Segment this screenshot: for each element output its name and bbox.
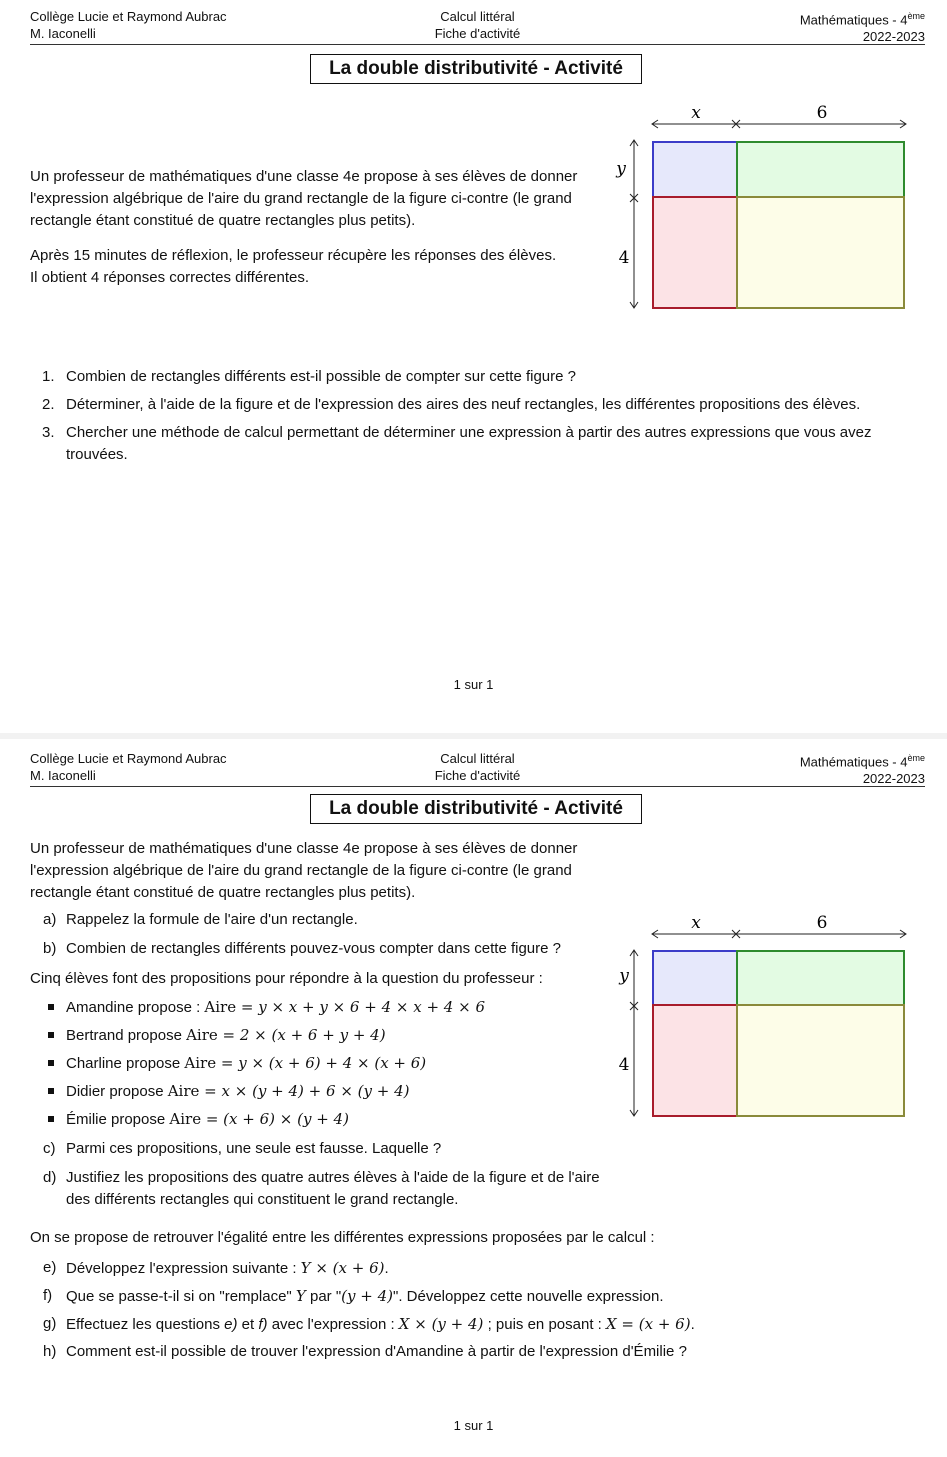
- subject: Mathématiques - 4ème: [799, 753, 925, 770]
- sheet-separator: [0, 733, 947, 739]
- chapter-name: Calcul littéral: [440, 751, 515, 766]
- proposal-didier: Didier propose Aire = x × (y + 4) + 6 × (y + 4): [30, 1077, 600, 1105]
- label-x: x: [691, 103, 701, 123]
- label-y: y: [616, 159, 626, 179]
- rectangle-figure: [606, 906, 916, 1126]
- teacher-name: M. Iaconelli: [30, 768, 96, 783]
- label-6: 6: [816, 103, 828, 123]
- question-d: d) Justifiez les propositions des quatre autres élèves à l'aide de la figure et de l'aire des différents rectangles qui constituent le grand rectangle.: [43, 1169, 600, 1208]
- label-4: 4: [618, 248, 630, 268]
- question-g: g) Effectuez les questions e) et f) avec l'expression : X × (y + 4) ; puis en posant : X = (x + 6).: [43, 1315, 695, 1333]
- question-3: 3. Chercher une méthode de calcul permettant de déterminer une expression à partir des autres expressions que vous avez trouvées.: [42, 424, 872, 463]
- questions-ab: [30, 909, 600, 960]
- school-year: 2022-2023: [862, 771, 925, 787]
- questions-cd: [30, 1138, 610, 1211]
- reflection-text: [30, 245, 600, 289]
- page-footer: 1 sur 1: [453, 677, 494, 692]
- rect-red: [653, 1005, 737, 1116]
- header-right: [800, 750, 925, 787]
- school-year: 2022-2023: [862, 29, 925, 45]
- reflection-line-2: Il obtient 4 réponses correctes différentes.: [30, 269, 310, 286]
- label-x: x: [691, 913, 701, 933]
- question-list: [30, 366, 925, 472]
- header-center: [30, 750, 925, 784]
- question-h: h) Comment est-il possible de trouver l'expression d'Amandine à partir de l'expression d'Émilie ?: [43, 1343, 687, 1360]
- school-name: Collège Lucie et Raymond Aubrac: [30, 751, 227, 766]
- question-1: 1. Combien de rectangles différents est-il possible de compter sur cette figure ?: [42, 368, 576, 385]
- rect-green: [737, 142, 904, 197]
- page-header: [30, 750, 925, 787]
- question-a: a) Rappelez la formule de l'aire d'un rectangle.: [43, 911, 358, 928]
- rect-green: [737, 951, 904, 1005]
- proposal-bertrand: Bertrand propose Aire = 2 × (x + 6 + y + 4): [30, 1021, 600, 1049]
- question-f: f) Que se passe-t-il si on "remplace" Y par "(y + 4)". Développez cette nouvelle expression.: [43, 1287, 664, 1305]
- rect-yellow: [737, 197, 904, 308]
- reflection-line-1: Après 15 minutes de réflexion, le professeur récupère les réponses des élèves.: [30, 247, 557, 264]
- page-title: La double distributivité - Activité: [310, 54, 642, 84]
- question-c: c) Parmi ces propositions, une seule est fausse. Laquelle ?: [43, 1140, 442, 1157]
- header-right: [800, 8, 925, 45]
- calc-intro: On se propose de retrouver l'égalité entre les différentes expressions proposées par le calcul :: [30, 1229, 655, 1246]
- rect-blue: [653, 142, 737, 197]
- chapter-name: Calcul littéral: [440, 9, 515, 24]
- proposals-list: [30, 993, 600, 1133]
- teacher-name: M. Iaconelli: [30, 26, 96, 41]
- question-b: b) Combien de rectangles différents pouvez-vous compter dans cette figure ?: [43, 940, 561, 957]
- proposal-charline: Charline propose Aire = y × (x + 6) + 4 × (x + 6): [30, 1049, 600, 1077]
- page-title: La double distributivité - Activité: [310, 794, 642, 824]
- intro-text: Un professeur de mathématiques d'une classe 4e propose à ses élèves de donner l'expression algébrique de l'aire du grand rectangle de la figure ci-contre (le grand rectangle étant constitué de quatre rectangles plus petits).: [30, 840, 578, 901]
- header-center: [30, 8, 925, 42]
- rect-yellow: [737, 1005, 904, 1116]
- question-e: e) Développez l'expression suivante : Y × (x + 6).: [43, 1259, 389, 1277]
- sheet-type: Fiche d'activité: [434, 26, 521, 41]
- page-footer: 1 sur 1: [453, 1418, 494, 1433]
- sheet-type: Fiche d'activité: [434, 768, 521, 783]
- proposals-intro: Cinq élèves font des propositions pour répondre à la question du professeur :: [30, 970, 543, 987]
- label-y: y: [619, 966, 629, 986]
- questions-eh: [30, 1254, 920, 1366]
- label-4: 4: [618, 1055, 630, 1075]
- page-2: [0, 742, 947, 1457]
- page-header: [30, 8, 925, 45]
- subject: Mathématiques - 4ème: [799, 11, 925, 28]
- rectangle-figure: [606, 96, 916, 316]
- question-2: 2. Déterminer, à l'aide de la figure et de l'expression des aires des neuf rectangles, les différentes propositions des élèves.: [42, 396, 861, 413]
- intro-text: Un professeur de mathématiques d'une classe 4e propose à ses élèves de donner l'expression algébrique de l'aire du grand rectangle de la figure ci-contre (le grand rectangle étant constitué de quatre rectangles plus petits).: [30, 168, 578, 229]
- proposal-amandine: Amandine propose : Aire = y × x + y × 6 + 4 × x + 4 × 6: [30, 993, 600, 1021]
- rect-red: [653, 197, 737, 308]
- proposal-emilie: Émilie propose Aire = (x + 6) × (y + 4): [30, 1105, 600, 1133]
- school-name: Collège Lucie et Raymond Aubrac: [30, 9, 227, 24]
- rect-blue: [653, 951, 737, 1005]
- label-6: 6: [816, 913, 828, 933]
